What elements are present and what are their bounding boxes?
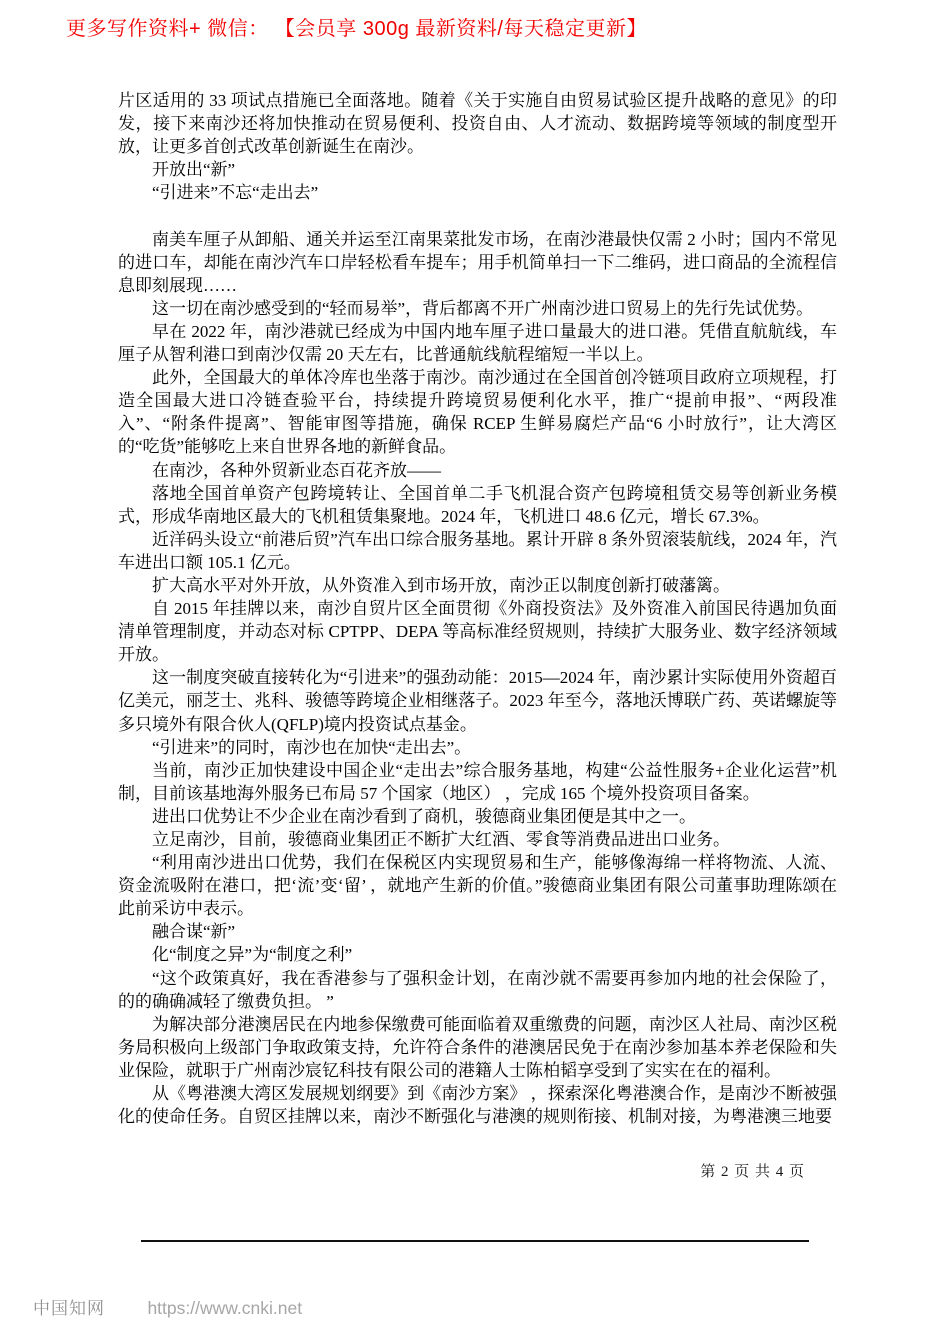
cnki-url: https://www.cnki.net — [147, 1298, 303, 1318]
paragraph: 在南沙，各种外贸新业态百花齐放—— — [152, 460, 441, 480]
paragraph: 融合谋“新” — [152, 922, 236, 942]
cnki-logo-text: 中国知网 — [33, 1299, 105, 1318]
paragraph: 进出口优势让不少企业在南沙看到了商机，骏德商业集团便是其中之一。 — [152, 806, 696, 826]
paragraph: 立足南沙，目前，骏德商业集团正不断扩大红酒、零食等消费品进出口业务。 — [152, 830, 730, 849]
watermark — [33, 1294, 302, 1319]
paragraph: 早在 2022 年，南沙港就已经成为中国内地车厘子进口量最大的进口港。凭借直航航线，车厘子从智利港口到南沙仅需 20 天左右，比普通航线航程缩短一半以上。 — [118, 321, 837, 365]
paragraph: “引进来”不忘“走出去” — [152, 183, 319, 203]
paragraph: “引进来”的同时，南沙也在加快“走出去”。 — [152, 737, 472, 757]
paragraph: 此外，全国最大的单体冷库也坐落于南沙。南沙通过在全国首创冷链项目政府立项规程，打造全国最大进口冷链查验平台，持续提升跨境贸易便利化水平，推广“提前申报”、“两段准入”、“附条件提离”、智能审图等措施，确保 RCEP 生鲜易腐烂产品“6 小时放行”，让大湾区的“吃货”能够吃上来自世界各地的新鲜食品。 — [118, 368, 837, 457]
paragraph: 这一制度突破直接转化为“引进来”的强劲动能：2015—2024 年，南沙累计实际使用外资超百亿美元，丽芝士、兆科、骏德等跨境企业相继落子。2023 年至今，落地沃博联广药、英诺螺旋等多只境外有限合伙人(QFLP)境内投资试点基金。 — [118, 668, 837, 734]
footer-divider — [141, 1240, 809, 1242]
paragraph: “这个政策真好，我在香港参与了强积金计划，在南沙就不需要再参加内地的社会保险了，的的确确减轻了缴费负担。 ” — [118, 968, 837, 1011]
paragraph: 开放出“新” — [152, 160, 236, 180]
paragraph: 扩大高水平对外开放，从外资准入到市场开放，南沙正以制度创新打破藩篱。 — [152, 575, 730, 595]
paragraph: 近洋码头设立“前港后贸”汽车出口综合服务基地。累计开辟 8 条外贸滚装航线，2024 年，汽车进出口额 105.1 亿元。 — [118, 529, 837, 572]
page-number: 第 2 页 共 4 页 — [700, 1164, 805, 1180]
promo-banner: 更多写作资料+ 微信： 【会员享 300g 最新资料/每天稳定更新】 — [66, 18, 647, 40]
paragraph: 化“制度之异”为“制度之利” — [152, 945, 353, 965]
paragraph: 落地全国首单资产包跨境转让、全国首单二手飞机混合资产包跨境租赁交易等创新业务模式，形成华南地区最大的飞机租赁集聚地。2024 年，飞机进口 48.6 亿元，增长 67.3%。 — [118, 483, 837, 526]
document-body — [118, 89, 837, 1128]
paragraph: 从《粤港澳大湾区发展规划纲要》到《南沙方案》 ，探索深化粤港澳合作，是南沙不断被强化的使命任务。自贸区挂牌以来，南沙不断强化与港澳的规则衔接、机制对接，为粤港澳三地要 — [118, 1084, 837, 1127]
paragraph: 片区适用的 33 项试点措施已全面落地。随着《关于实施自由贸易试验区提升战略的意见》的印发，接下来南沙还将加快推动在贸易便利、投资自由、人才流动、数据跨境等领域的制度型开放，让更多首创式改革创新诞生在南沙。 — [118, 91, 837, 157]
paragraph: “利用南沙进出口优势，我们在保税区内实现贸易和生产，能够像海绵一样将物流、人流、资金流吸附在港口，把‘流’变‘留’ ，就地产生新的价值。”骏德商业集团有限公司董事助理陈颂在此前采访中表示。 — [118, 853, 837, 919]
paragraph: 自 2015 年挂牌以来，南沙自贸片区全面贯彻《外商投资法》及外资准入前国民待遇加负面清单管理制度，并动态对标 CPTPP、DEPA 等高标准经贸规则，持续扩大服务业、数字经济领域开放。 — [118, 599, 837, 665]
paragraph: 为解决部分港澳居民在内地参保缴费可能面临着双重缴费的问题，南沙区人社局、南沙区税务局积极向上级部门争取政策支持，允许符合条件的港澳居民免于在南沙参加基本养老保险和失业保险，就职于广州南沙宸钇科技有限公司的港籍人士陈柏韬享受到了实实在在的福利。 — [118, 1014, 837, 1080]
paragraph: 这一切在南沙感受到的“轻而易举”，背后都离不开广州南沙进口贸易上的先行先试优势。 — [152, 298, 814, 318]
paragraph: 当前，南沙正加快建设中国企业“走出去”综合服务基地，构建“公益性服务+企业化运营”机制，目前该基地海外服务已布局 57 个国家（地区） ，完成 165 个境外投资项目备案。 — [118, 760, 837, 803]
paragraph-spacer — [118, 204, 837, 227]
paragraph: 南美车厘子从卸船、通关并运至江南果菜批发市场，在南沙港最快仅需 2 小时；国内不常见的进口车，却能在南沙汽车口岸轻松看车提车；用手机简单扫一下二维码，进口商品的全流程信息即刻展现…… — [118, 229, 837, 295]
